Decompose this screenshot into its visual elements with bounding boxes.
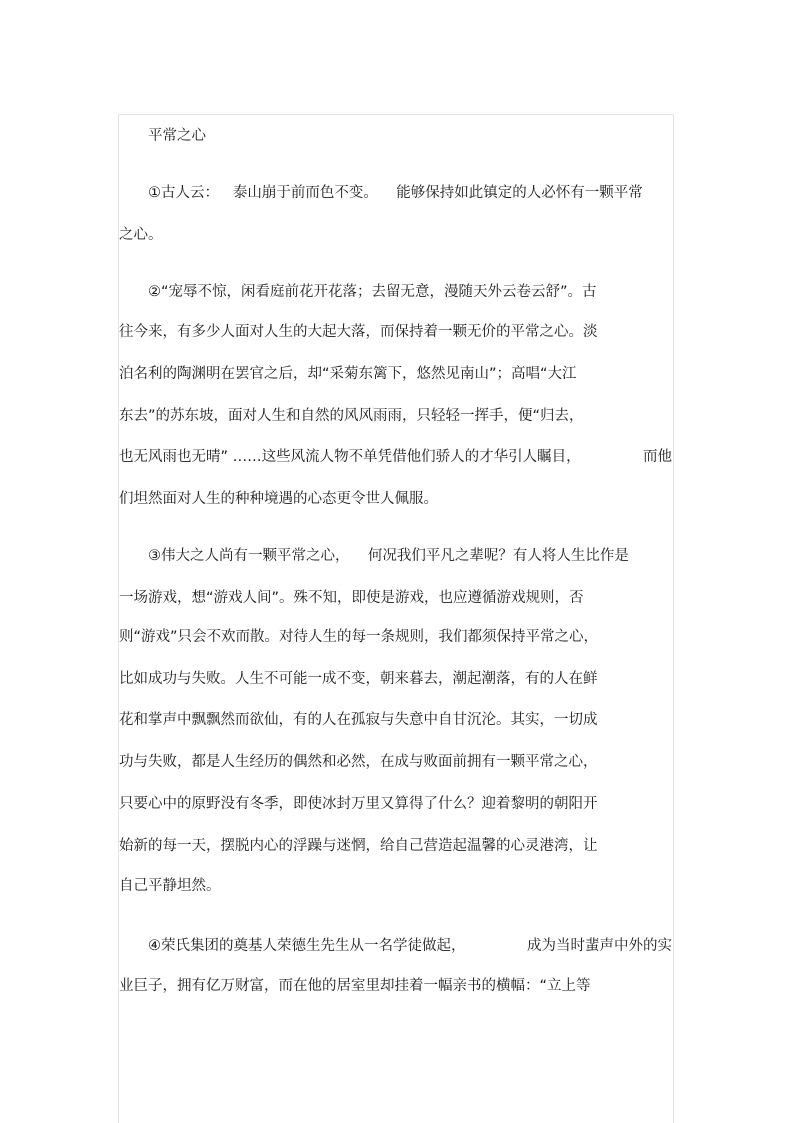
paragraph-3-line-3: 则“游戏”只会不欢而散。对待人生的每一条规则，我们都须保持平常之心， <box>119 629 599 645</box>
page-title: 平常之心 <box>148 128 206 144</box>
paragraph-3-line-7: 只要心中的原野没有冬季，即使冰封万里又算得了什么？迎着黎明的朝阳开 <box>119 796 598 812</box>
paragraph-3-line-6: 功与失败，都是人生经历的偶然和必然，在成与败面前拥有一颗平常之心， <box>119 754 598 770</box>
paragraph-2-line-2: 往今来，有多少人面对人生的大起大落，而保持着一颗无价的平常之心。淡 <box>119 324 598 340</box>
paragraph-1-line-2: 之心。 <box>119 227 163 243</box>
paragraph-2-line-5 <box>119 447 672 467</box>
paragraph-2-line-5-left: 也无风雨也无晴” ……这些风流人物不单凭借他们骄人的才华引人瞩目， <box>119 449 581 465</box>
paragraph-2-line-1: ②“宠辱不惊，闲看庭前花开花落；去留无意，漫随天外云卷云舒”。古 <box>148 284 597 300</box>
paragraph-2-line-3: 泊名利的陶渊明在罢官之后，却“采菊东篱下，悠然见南山”；高唱“大江 <box>119 366 577 382</box>
paragraph-4-line-1 <box>148 936 672 956</box>
page-frame <box>118 114 674 1123</box>
paragraph-3-line-2: 一场游戏，想“游戏人间”。殊不知，即使是游戏，也应遵循游戏规则，否 <box>119 590 584 606</box>
paragraph-3-line-5: 花和掌声中飘飘然而欲仙，有的人在孤寂与失意中自甘沉沦。其实，一切成 <box>119 712 598 728</box>
paragraph-4-line-2: 业巨子，拥有亿万财富，而在他的居室里却挂着一幅亲书的横幅：“立上等 <box>119 978 591 994</box>
paragraph-3-line-8: 始新的每一天，摆脱内心的浮躁与迷惘，给自己营造起温馨的心灵港湾，让 <box>119 838 598 854</box>
paragraph-4-line-1-left: ④荣氏集团的奠基人荣德生先生从一名学徒做起， <box>148 938 466 954</box>
paragraph-3-line-1: ③伟大之人尚有一颗平常之心， 何况我们平凡之辈呢？有人将人生比作是 <box>148 548 629 564</box>
paragraph-2-line-4: 东去”的苏东坡，面对人生和自然的风风雨雨，只轻轻一挥手，便“归去， <box>119 408 584 424</box>
paragraph-1-line-1: ①古人云： 泰山崩于前而色不变。 能够保持如此镇定的人必怀有一颗平常 <box>148 185 643 201</box>
paragraph-3-line-9: 自己平静坦然。 <box>119 878 221 894</box>
paragraph-2-line-5-right: 而他 <box>643 449 672 465</box>
paragraph-2-line-6: 们坦然面对人生的种种境遇的心态更令世人佩服。 <box>119 491 438 507</box>
paragraph-4-line-1-right: 成为当时蜚声中外的实 <box>527 938 672 954</box>
paragraph-3-line-4: 比如成功与失败。人生不可能一成不变，朝来暮去，潮起潮落，有的人在鲜 <box>119 671 598 687</box>
